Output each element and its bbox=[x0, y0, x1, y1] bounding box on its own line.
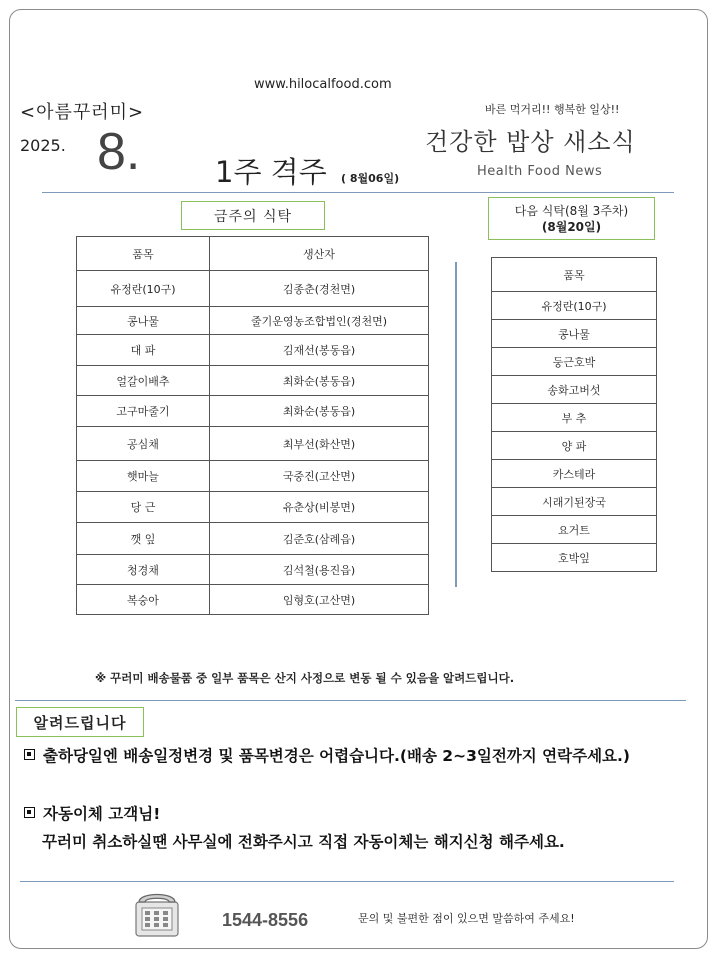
substitution-note: ※ 꾸러미 배송물품 중 일부 품목은 산지 사정으로 변동 될 수 있음을 알려드립니다. bbox=[95, 671, 515, 685]
table-row bbox=[492, 544, 657, 572]
website-url: www.hilocalfood.com bbox=[254, 77, 392, 92]
notice-item-2-body: 꾸러미 취소하실땐 사무실에 전화주시고 직접 자동이체는 해지신청 해주세요. bbox=[42, 833, 565, 851]
item-cell: 햇마늘 bbox=[77, 461, 210, 492]
table-row bbox=[492, 404, 657, 432]
item-cell: 청경채 bbox=[77, 555, 210, 585]
footer-divider bbox=[20, 881, 674, 882]
item-cell: 부 추 bbox=[492, 404, 657, 432]
producer-cell: 최화순(봉동읍) bbox=[210, 396, 429, 427]
table-row bbox=[77, 335, 429, 366]
item-cell: 유정란(10구) bbox=[492, 292, 657, 320]
column-header: 생산자 bbox=[210, 237, 429, 271]
table-row bbox=[492, 488, 657, 516]
item-cell: 유정란(10구) bbox=[77, 271, 210, 307]
notice-item-2 bbox=[24, 802, 160, 824]
issue-date: ( 8월06일) bbox=[341, 172, 400, 185]
table-row bbox=[77, 396, 429, 427]
notice-item-2-title: 자동이체 고객님! bbox=[43, 805, 161, 823]
next-week-table bbox=[491, 257, 657, 572]
item-cell: 콩나물 bbox=[77, 307, 210, 335]
phone-number: 1544-8556 bbox=[222, 910, 309, 930]
item-cell: 콩나물 bbox=[492, 320, 657, 348]
newsletter-title: 건강한 밥상 새소식 bbox=[425, 128, 636, 156]
table-header-row bbox=[492, 258, 657, 292]
next-week-label bbox=[488, 197, 655, 240]
brand-name: <아름꾸러미> bbox=[20, 102, 145, 123]
item-cell: 양 파 bbox=[492, 432, 657, 460]
item-cell: 당 근 bbox=[77, 492, 210, 523]
item-cell: 대 파 bbox=[77, 335, 210, 366]
table-row bbox=[77, 307, 429, 335]
column-divider bbox=[455, 262, 457, 587]
producer-cell: 국중진(고산면) bbox=[210, 461, 429, 492]
table-row bbox=[492, 460, 657, 488]
producer-cell: 김석철(용진읍) bbox=[210, 555, 429, 585]
issue-week: 1주 격주 bbox=[215, 155, 327, 189]
producer-cell: 김준호(삼례읍) bbox=[210, 523, 429, 555]
producer-cell: 최화순(봉동읍) bbox=[210, 366, 429, 396]
producer-cell: 최부선(화산면) bbox=[210, 427, 429, 461]
issue-year: 2025. bbox=[20, 136, 66, 155]
telephone-icon bbox=[133, 888, 181, 940]
table-row bbox=[77, 461, 429, 492]
table-row bbox=[77, 585, 429, 615]
column-header: 품목 bbox=[492, 258, 657, 292]
checkbox-square-icon bbox=[24, 749, 35, 760]
table-row bbox=[492, 348, 657, 376]
item-cell: 얼갈이배추 bbox=[77, 366, 210, 396]
slogan: 바른 먹거리!! 행복한 일상!! bbox=[485, 103, 620, 116]
table-row bbox=[77, 523, 429, 555]
issue-month: 8. bbox=[97, 123, 141, 181]
table-row bbox=[492, 292, 657, 320]
producer-cell: 줄기운영농조합법인(경천면) bbox=[210, 307, 429, 335]
notice-item-1-text: 출하당일엔 배송일정변경 및 품목변경은 어렵습니다.(배송 2~3일전까지 연락주세요.) bbox=[43, 747, 630, 765]
table-row bbox=[492, 516, 657, 544]
producer-cell: 유춘상(비봉면) bbox=[210, 492, 429, 523]
item-cell: 공심채 bbox=[77, 427, 210, 461]
table-row bbox=[492, 320, 657, 348]
item-cell: 요거트 bbox=[492, 516, 657, 544]
header-divider bbox=[42, 192, 674, 193]
item-cell: 송화고버섯 bbox=[492, 376, 657, 404]
contact-text: 문의 및 불편한 점이 있으면 말씀하여 주세요! bbox=[358, 912, 575, 925]
producer-cell: 임형호(고산면) bbox=[210, 585, 429, 615]
table-header-row bbox=[77, 237, 429, 271]
next-week-date: (8월20일) bbox=[541, 219, 602, 234]
item-cell: 시래기된장국 bbox=[492, 488, 657, 516]
notice-label: 알려드립니다 bbox=[16, 707, 144, 737]
table-row bbox=[77, 366, 429, 396]
notice-item-1 bbox=[24, 744, 630, 766]
this-week-table bbox=[76, 236, 429, 615]
column-header: 품목 bbox=[77, 237, 210, 271]
notes-divider bbox=[15, 700, 686, 701]
this-week-label: 금주의 식탁 bbox=[181, 201, 325, 230]
newsletter-subtitle: Health Food News bbox=[477, 164, 603, 179]
item-cell: 깻 잎 bbox=[77, 523, 210, 555]
table-row bbox=[77, 427, 429, 461]
item-cell: 호박잎 bbox=[492, 544, 657, 572]
table-row bbox=[77, 271, 429, 307]
table-row bbox=[492, 432, 657, 460]
table-row bbox=[77, 555, 429, 585]
producer-cell: 김종춘(경천면) bbox=[210, 271, 429, 307]
table-row bbox=[77, 492, 429, 523]
checkbox-square-icon bbox=[24, 807, 35, 818]
item-cell: 카스테라 bbox=[492, 460, 657, 488]
item-cell: 복숭아 bbox=[77, 585, 210, 615]
item-cell: 고구마줄기 bbox=[77, 396, 210, 427]
table-row bbox=[492, 376, 657, 404]
next-week-title: 다음 식탁(8월 3주차) bbox=[514, 203, 629, 218]
producer-cell: 김재선(봉동읍) bbox=[210, 335, 429, 366]
item-cell: 둥근호박 bbox=[492, 348, 657, 376]
